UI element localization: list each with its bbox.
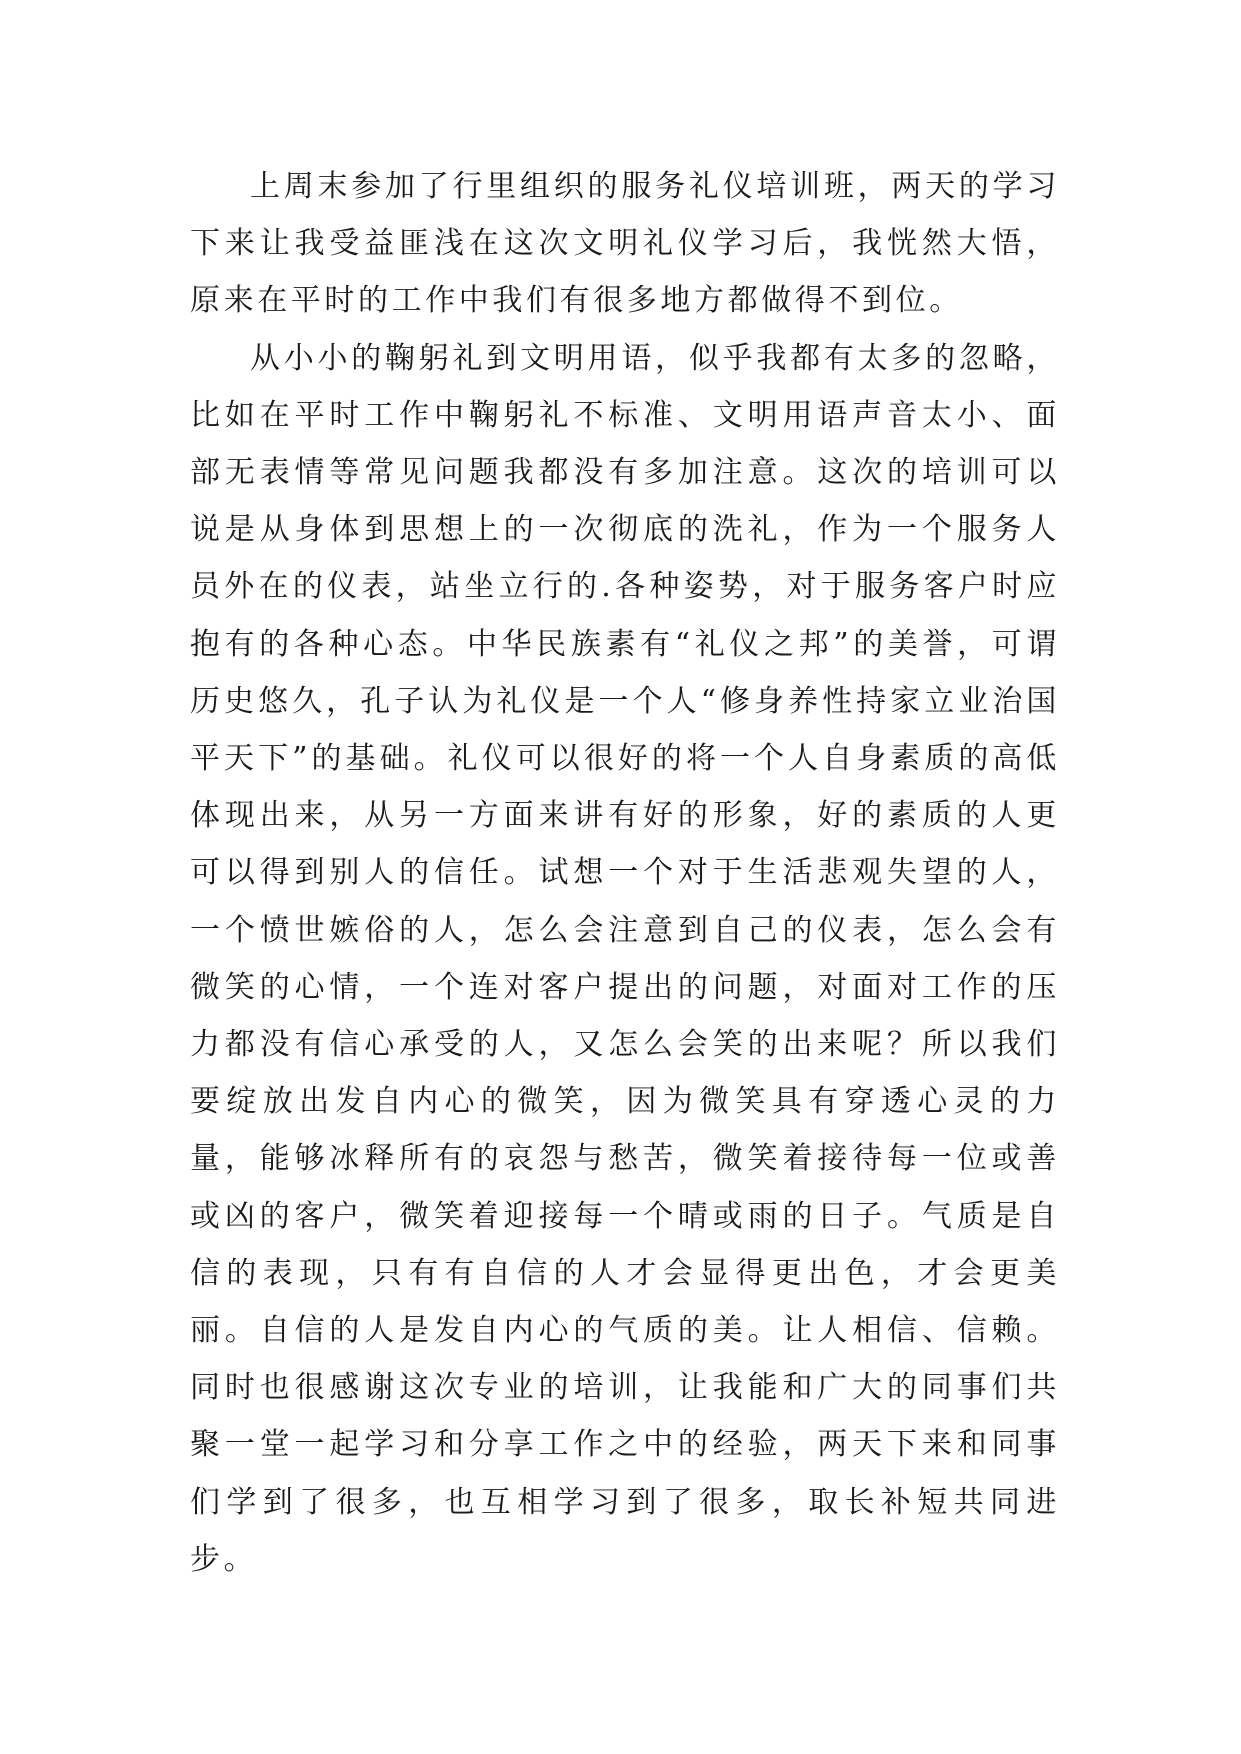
paragraph-1: 上周末参加了行里组织的服务礼仪培训班，两天的学习下来让我受益匪浅在这次文明礼仪学习后，我恍然大悟，原来在平时的工作中我们有很多地方都做得不到位。 bbox=[190, 169, 1060, 319]
paragraph-2: 从小小的鞠躬礼到文明用语，似乎我都有太多的忽略，比如在平时工作中鞠躬礼不标准、文明用语声音太小、面部无表情等常见问题我都没有多加注意。这次的培训可以说是从身体到思想上的一次彻底的洗礼，作为一个服务人员外在的仪表，站坐立行的.各种姿势，对于服务客户时应抱有的各种心态。中华民族素有“礼仪之邦”的美誉，可谓历史悠久，孔子认为礼仪是一个人“修身养性持家立业治国平天下”的基础。礼仪可以很好的将一个人自身素质的高低体现出来，从另一方面来讲有好的形象，好的素质的人更可以得到别人的信任。试想一个对于生活悲观失望的人，一个愤世嫉俗的人，怎么会注意到自己的仪表，怎么会有微笑的心情，一个连对客户提出的问题，对面对工作的压力都没有信心承受的人，又怎么会笑的出来呢？所以我们要绽放出发自内心的微笑，因为微笑具有穿透心灵的力量，能够冰释所有的哀怨与愁苦，微笑着接待每一位或善或凶的客户，微笑着迎接每一个晴或雨的日子。气质是自信的表现，只有有自信的人才会显得更出色，才会更美丽。自信的人是发自内心的气质的美。让人相信、信赖。同时也很感谢这次专业的培训，让我能和广大的同事们共聚一堂一起学习和分享工作之中的经验，两天下来和同事们学到了很多，也互相学习到了很多，取长补短共同进步。 bbox=[190, 340, 1060, 1577]
document-body bbox=[190, 158, 1060, 1588]
